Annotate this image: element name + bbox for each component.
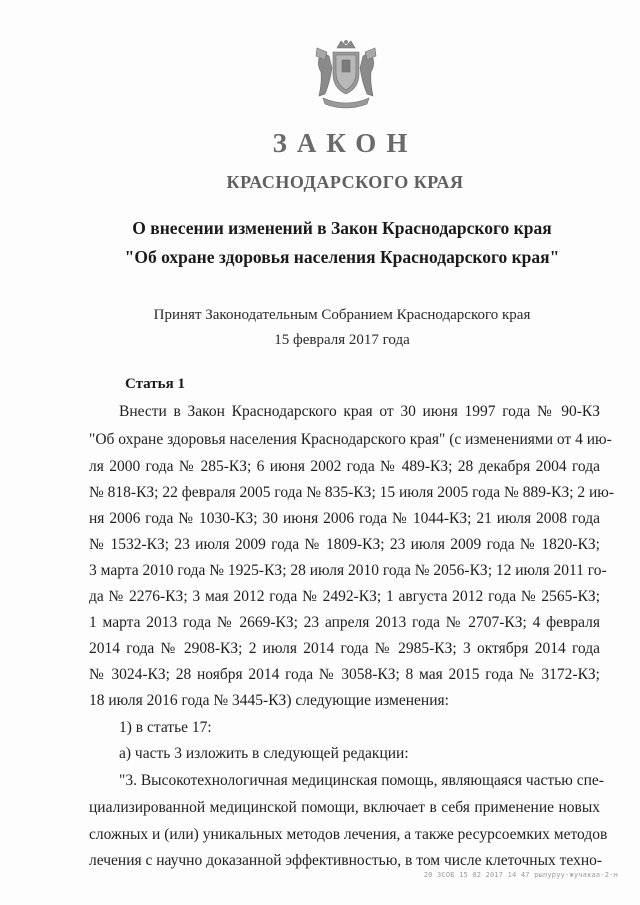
document-footer-code: 20 ЗСОБ 15 02 2017 14 47 рыпуруу-жучакаа-2-н (423, 871, 618, 879)
article-text-line: 1 марта 2013 года № 2669-КЗ; 23 апреля 2013 года № 2707-КЗ; 4 февраля (89, 614, 600, 631)
article-text-line: ня 2006 года № 1030-КЗ; 30 июня 2006 года № 1044-КЗ; 21 июля 2008 года (89, 510, 600, 527)
article-text-line: 3 марта 2010 года № 1925-КЗ; 28 июля 2010 года № 2056-КЗ; 12 июля 2011 го- (89, 562, 607, 579)
adoption-date: 15 февраля 2017 года (274, 332, 410, 348)
article-text-line: "3. Высокотехнологичная медицинская помощь, являющаяся частью спе- (119, 772, 604, 789)
article-heading: Статья 1 (125, 376, 185, 392)
law-subtitle-line-2: "Об охране здоровья населения Краснодарского края" (124, 247, 560, 267)
coat-of-arms-emblem (313, 38, 379, 110)
article-text-line: "Об охране здоровья населения Краснодарского края" (с изменениями от 4 ию- (89, 431, 612, 448)
article-text-line: лечения с научно доказанной эффективностью, в том числе клеточных техно- (89, 852, 603, 869)
article-text-line: № 3024-КЗ; 28 ноября 2014 года № 3058-КЗ; 8 мая 2015 года № 3172-КЗ; (89, 666, 600, 683)
article-text-line: циализированной медицинской помощи, включает в себя применение новых (89, 799, 600, 816)
article-text-line: сложных и (или) уникальных методов лечения, а также ресурсоемких методов (89, 826, 608, 843)
article-text-line: 2014 года № 2908-КЗ; 2 июля 2014 года № 2985-КЗ; 3 октября 2014 года (89, 640, 600, 657)
law-title: ЗАКОН (272, 128, 418, 158)
article-text-line: 1) в статье 17: (119, 719, 212, 736)
law-subtitle-line-1: О внесении изменений в Закон Краснодарского края (132, 218, 552, 238)
article-text-line: да № 2276-КЗ; 3 мая 2012 года № 2492-КЗ; 1 августа 2012 года № 2565-КЗ; (89, 588, 600, 605)
article-text-line: № 818-КЗ; 22 февраля 2005 года № 835-КЗ; 15 июля 2005 года № 889-КЗ; 2 ию- (89, 484, 615, 501)
article-text-line: № 1532-КЗ; 23 июля 2009 года № 1809-КЗ; 23 июля 2009 года № 1820-КЗ; (89, 536, 600, 553)
law-region: КРАСНОДАРСКОГО КРАЯ (226, 172, 464, 192)
article-text-line: а) часть 3 изложить в следующей редакции: (119, 745, 409, 762)
article-text-line: Внести в Закон Краснодарского края от 30 июня 1997 года № 90-КЗ (119, 403, 600, 420)
adoption-statement: Принят Законодательным Собранием Краснодарского края (153, 307, 531, 323)
article-text-line: 18 июля 2016 года № 3445-КЗ) следующие изменения: (89, 692, 449, 709)
article-text-line: ля 2000 года № 285-КЗ; 6 июня 2002 года № 489-КЗ; 28 декабря 2004 года (89, 458, 600, 475)
